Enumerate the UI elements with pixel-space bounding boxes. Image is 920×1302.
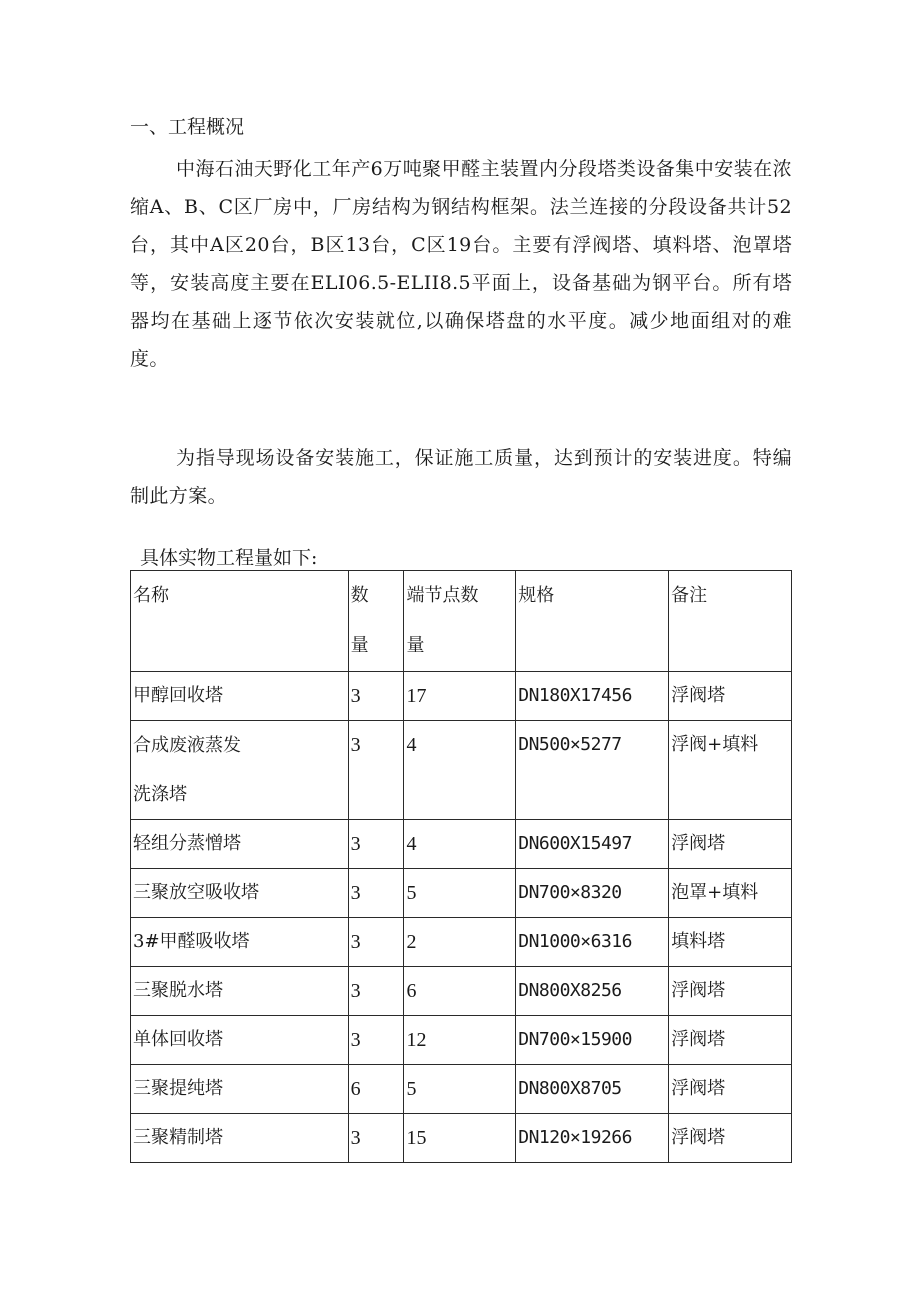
cell-name-line1: 合成废液蒸发 xyxy=(133,735,241,756)
cell-spec: DN800X8256 xyxy=(516,967,669,1016)
cell-nodes: 15 xyxy=(404,1114,516,1163)
cell-nodes: 2 xyxy=(404,918,516,967)
cell-spec: DN120×19266 xyxy=(516,1114,669,1163)
table-caption: 具体实物工程量如下: xyxy=(140,547,318,569)
cell-qty: 3 xyxy=(348,869,404,918)
cell-qty: 3 xyxy=(348,918,404,967)
cell-spec: DN800X8705 xyxy=(516,1065,669,1114)
cell-spec: DN700×8320 xyxy=(516,869,669,918)
cell-name: 三聚放空吸收塔 xyxy=(131,869,349,918)
cell-note: 浮阀塔 xyxy=(669,1114,792,1163)
header-nodes-line2: 量 xyxy=(406,635,425,656)
table-row xyxy=(131,1065,792,1114)
header-note: 备注 xyxy=(669,571,792,672)
cell-note: 浮阀塔 xyxy=(669,967,792,1016)
section-heading: 一、工程概况 xyxy=(130,116,245,138)
cell-note: 浮阀塔 xyxy=(669,1065,792,1114)
cell-note: 浮阀塔 xyxy=(669,1016,792,1065)
cell-note: 泡罩+填料 xyxy=(669,869,792,918)
table-row xyxy=(131,672,792,721)
table-row xyxy=(131,820,792,869)
header-spec: 规格 xyxy=(516,571,669,672)
header-nodes-line1: 端节点数 xyxy=(406,585,479,606)
cell-qty: 3 xyxy=(348,1016,404,1065)
cell-note: 浮阀塔 xyxy=(669,672,792,721)
purpose-paragraph: 为指导现场设备安装施工，保证施工质量，达到预计的安装进度。特编制此方案。 xyxy=(130,447,792,507)
cell-name: 3#甲醛吸收塔 xyxy=(131,918,349,967)
header-quantity xyxy=(348,571,404,672)
cell-qty: 3 xyxy=(348,672,404,721)
cell-note: 浮阀+填料 xyxy=(669,721,792,820)
cell-qty: 6 xyxy=(348,1065,404,1114)
cell-nodes: 12 xyxy=(404,1016,516,1065)
cell-spec: DN500×5277 xyxy=(516,721,669,820)
cell-qty: 3 xyxy=(348,1114,404,1163)
table-row xyxy=(131,869,792,918)
table-row xyxy=(131,918,792,967)
cell-nodes: 5 xyxy=(404,1065,516,1114)
cell-note: 填料塔 xyxy=(669,918,792,967)
header-nodes xyxy=(404,571,516,672)
cell-name: 三聚精制塔 xyxy=(131,1114,349,1163)
table-row xyxy=(131,967,792,1016)
cell-name: 轻组分蒸憎塔 xyxy=(131,820,349,869)
cell-name xyxy=(131,721,349,820)
cell-spec: DN600X15497 xyxy=(516,820,669,869)
cell-qty: 3 xyxy=(348,721,404,820)
header-quantity-line1: 数 xyxy=(350,585,369,606)
cell-qty: 3 xyxy=(348,967,404,1016)
table-header-row xyxy=(131,571,792,672)
header-name: 名称 xyxy=(131,571,349,672)
cell-spec: DN180X17456 xyxy=(516,672,669,721)
cell-name: 甲醇回收塔 xyxy=(131,672,349,721)
cell-name-line2: 洗涤塔 xyxy=(133,784,187,805)
quantity-table xyxy=(130,570,792,1163)
cell-name: 三聚提纯塔 xyxy=(131,1065,349,1114)
cell-spec: DN1000×6316 xyxy=(516,918,669,967)
cell-nodes: 4 xyxy=(404,721,516,820)
cell-nodes: 17 xyxy=(404,672,516,721)
cell-name: 单体回收塔 xyxy=(131,1016,349,1065)
cell-spec: DN700×15900 xyxy=(516,1016,669,1065)
cell-nodes: 4 xyxy=(404,820,516,869)
cell-nodes: 6 xyxy=(404,967,516,1016)
cell-nodes: 5 xyxy=(404,869,516,918)
cell-name: 三聚脱水塔 xyxy=(131,967,349,1016)
header-quantity-line2: 量 xyxy=(350,635,369,656)
table-row xyxy=(131,1016,792,1065)
table-row xyxy=(131,721,792,820)
overview-paragraph: 中海石油天野化工年产6万吨聚甲醛主装置内分段塔类设备集中安装在浓缩A、B、C区厂房中，厂房结构为钢结构框架。法兰连接的分段设备共计52台，其中A区20台，B区13台，C区19台。主要有浮阀塔、填料塔、泡罩塔等，安装高度主要在ELI06.5-ELII8.5平面上，设备基础为钢平台。所有塔器均在基础上逐节依次安装就位,以确保塔盘的水平度。减少地面组对的难度。 xyxy=(130,158,792,370)
cell-note: 浮阀塔 xyxy=(669,820,792,869)
table-row xyxy=(131,1114,792,1163)
cell-qty: 3 xyxy=(348,820,404,869)
